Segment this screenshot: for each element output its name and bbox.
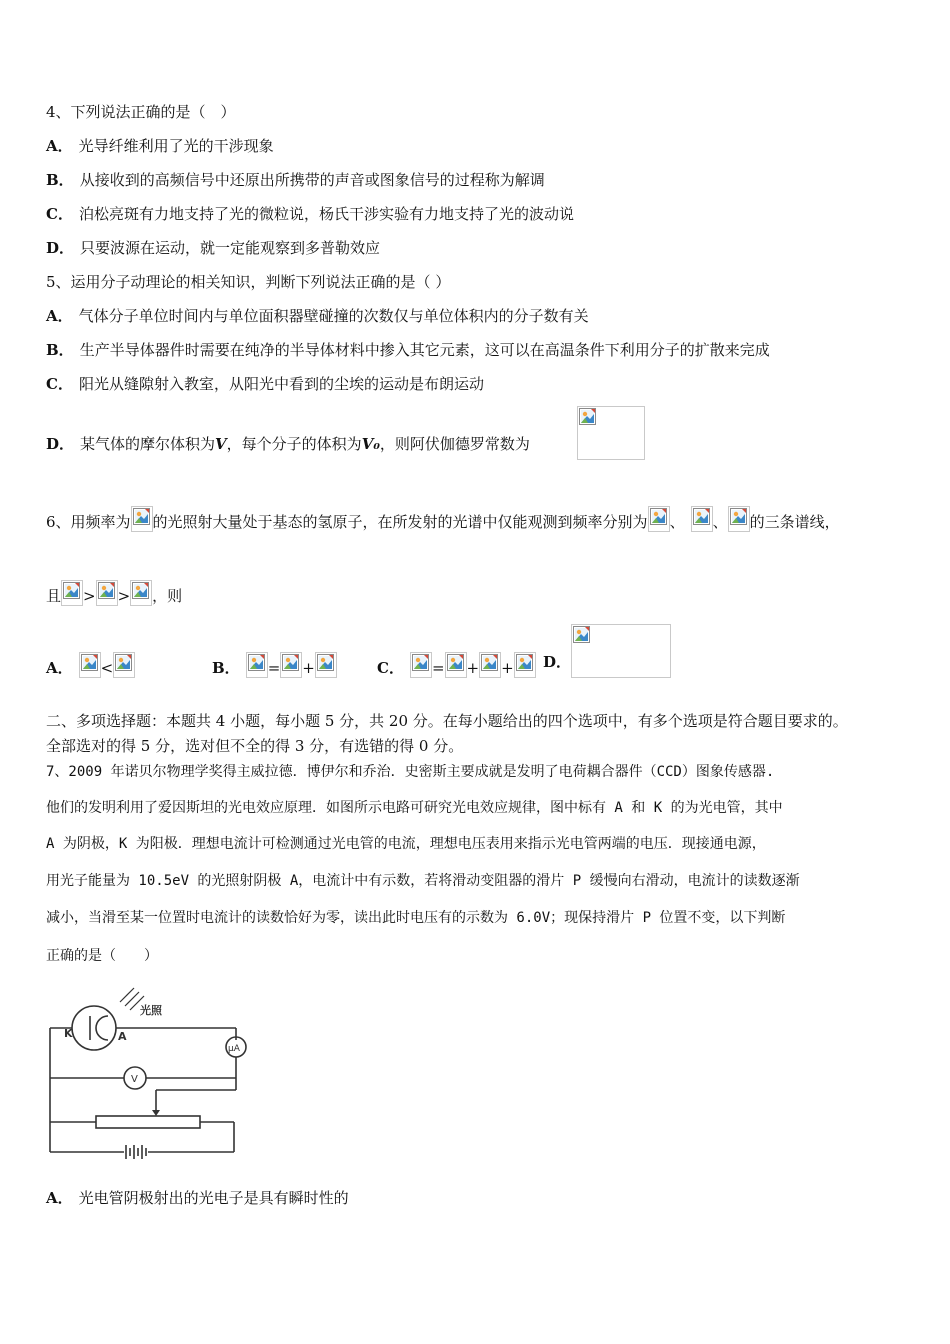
option-label: B． xyxy=(212,659,240,677)
option-text: 只要波源在运动，就一定能观察到多普勒效应 xyxy=(80,239,381,257)
option-label: A． xyxy=(46,307,73,325)
label-k: K xyxy=(64,1027,73,1040)
q6-stem-text: 的三条谱线， xyxy=(749,513,840,531)
broken-image-icon xyxy=(132,582,149,599)
q6-stem-text: 6、用频率为 xyxy=(46,513,131,531)
option-text: 某气体的摩尔体积为 xyxy=(80,435,216,453)
q4-option-a xyxy=(46,136,274,156)
q6-stem-text: 的光照射大量处于基态的氢原子，在所发射的光谱中仅能观测到频率分别为 xyxy=(152,513,648,531)
q5-option-c xyxy=(46,374,484,394)
q6-condition-text: 且 xyxy=(46,587,62,605)
formula-image-placeholder xyxy=(113,652,135,678)
option-label: B． xyxy=(46,171,74,189)
q5-option-d xyxy=(46,434,530,454)
broken-image-icon xyxy=(248,654,265,671)
phototube xyxy=(72,1006,116,1050)
q7-line5: 减小，当滑至某一位置时电流计的读数恰好为零，读出此时电压有的示数为 6.0V；现保持滑片 P 位置不变，以下判断 xyxy=(46,910,786,926)
slider-arrow xyxy=(152,1110,160,1116)
q6-option-c xyxy=(377,652,536,678)
q7-option-a xyxy=(46,1188,349,1208)
photoelectric-circuit-diagram xyxy=(44,980,254,1165)
broken-image-icon xyxy=(412,654,429,671)
greater-than: > xyxy=(117,587,131,605)
broken-image-icon xyxy=(98,582,115,599)
broken-image-icon xyxy=(317,654,334,671)
label-a: A xyxy=(118,1030,127,1043)
q7-line4: 用光子能量为 10.5eV 的光照射阴极 A，电流计中有示数，若将滑动变阻器的滑片 P 缓慢向右滑动，电流计的读数逐渐 xyxy=(46,873,800,889)
operator: + xyxy=(466,659,480,677)
broken-image-icon xyxy=(63,582,80,599)
separator: 、 xyxy=(669,513,685,531)
option-label: D． xyxy=(46,435,75,453)
broken-image-icon xyxy=(650,508,667,525)
broken-image-icon xyxy=(730,508,747,525)
formula-image-placeholder xyxy=(246,652,268,678)
q5-option-b xyxy=(46,340,770,360)
q7-line3: A 为阴极，K 为阳极．理想电流计可检测通过光电管的电流，理想电压表用来指示光电管两端的电压．现接通电源， xyxy=(46,836,766,852)
q4-option-b xyxy=(46,170,545,190)
operator: < xyxy=(100,659,114,677)
operator: + xyxy=(302,659,315,677)
q4-option-c xyxy=(46,204,574,224)
formula-image-placeholder xyxy=(728,506,750,532)
rheostat xyxy=(96,1116,200,1128)
option-text: 从接收到的高频信号中还原出所携带的声音或图象信号的过程称为解调 xyxy=(79,171,545,189)
q7-line6: 正确的是（ ） xyxy=(46,948,158,964)
option-text: 光电管阴极射出的光电子是具有瞬时性的 xyxy=(78,1189,349,1207)
q6-option-b xyxy=(212,652,337,678)
option-text: ，则阿伏伽德罗常数为 xyxy=(379,435,530,453)
q4-option-d xyxy=(46,238,380,258)
broken-image-icon xyxy=(516,654,533,671)
broken-image-icon xyxy=(579,408,596,425)
var-v: V xyxy=(215,435,227,453)
operator: = xyxy=(267,659,281,677)
option-label: D． xyxy=(46,239,75,257)
q6-stem xyxy=(46,506,840,532)
formula-image-placeholder xyxy=(79,652,101,678)
formula-image-placeholder xyxy=(691,506,713,532)
option-label: A． xyxy=(46,1189,73,1207)
q5-option-a xyxy=(46,306,589,326)
operator: = xyxy=(431,659,445,677)
formula-image-placeholder xyxy=(514,652,536,678)
broken-image-icon xyxy=(481,654,498,671)
option-label: C． xyxy=(46,375,73,393)
separator: 、 xyxy=(712,513,728,531)
option-text: 泊松亮斑有力地支持了光的微粒说，杨氏干涉实验有力地支持了光的波动说 xyxy=(78,205,574,223)
q6-option-a xyxy=(46,652,135,678)
q5-stem: 5、运用分子动理论的相关知识，判断下列说法正确的是（ ） xyxy=(46,273,451,291)
option-label: B． xyxy=(46,341,74,359)
section2-instructions-line2: 全部选对的得 5 分，选对但不全的得 3 分，有选错的得 0 分。 xyxy=(46,737,464,755)
q7-line2: 他们的发明利用了爱因斯坦的光电效应原理．如图所示电路可研究光电效应规律，图中标有 A 和 K 的为光电管，其中 xyxy=(46,800,783,816)
var-v0: V₀ xyxy=(361,435,380,453)
option-label: A． xyxy=(46,659,73,677)
option-text: 生产半导体器件时需要在纯净的半导体材料中掺入其它元素，这可以在高温条件下利用分子的扩散来完成 xyxy=(79,341,770,359)
option-label: C． xyxy=(377,659,404,677)
broken-image-icon xyxy=(133,508,150,525)
q4-stem: 4、下列说法正确的是（ ） xyxy=(46,103,236,121)
greater-than: > xyxy=(83,587,96,605)
formula-image-placeholder xyxy=(571,624,671,678)
option-text: 气体分子单位时间内与单位面积器壁碰撞的次数仅与单位体积内的分子数有关 xyxy=(78,307,589,325)
option-text: 阳光从缝隙射入教室，从阳光中看到的尘埃的运动是布朗运动 xyxy=(78,375,484,393)
formula-image-placeholder xyxy=(648,506,670,532)
option-label: D． xyxy=(543,653,572,671)
q6-condition xyxy=(46,580,182,606)
phototube-anode xyxy=(96,1016,108,1040)
formula-image-placeholder xyxy=(280,652,302,678)
option-label: A． xyxy=(46,137,73,155)
broken-image-icon xyxy=(81,654,98,671)
battery-icon xyxy=(126,1145,146,1159)
broken-image-icon xyxy=(282,654,299,671)
formula-image-placeholder xyxy=(479,652,501,678)
formula-image-placeholder xyxy=(61,580,83,606)
option-text: 光导纤维利用了光的干涉现象 xyxy=(78,137,274,155)
option-label: C． xyxy=(46,205,73,223)
ammeter-label: μA xyxy=(228,1044,240,1054)
formula-image-placeholder xyxy=(96,580,118,606)
q6-condition-text: ，则 xyxy=(152,587,183,605)
section2-instructions-line1: 二、多项选择题：本题共 4 小题，每小题 5 分，共 20 分。在每小题给出的四个选项中，有多个选项是符合题目要求的。 xyxy=(46,712,848,730)
formula-image-placeholder xyxy=(131,506,153,532)
formula-image-placeholder xyxy=(130,580,152,606)
broken-image-icon xyxy=(115,654,132,671)
operator: + xyxy=(501,659,514,677)
broken-image-icon xyxy=(693,508,710,525)
option-text: ，每个分子的体积为 xyxy=(226,435,362,453)
formula-image-placeholder xyxy=(315,652,337,678)
light-label: 光照 xyxy=(140,1004,162,1017)
formula-image-placeholder xyxy=(445,652,467,678)
broken-image-icon xyxy=(573,626,590,643)
voltmeter-label: V xyxy=(131,1074,138,1085)
formula-image-placeholder xyxy=(410,652,432,678)
q7-line1: 7、2009 年诺贝尔物理学奖得主威拉德．博伊尔和乔治．史密斯主要成就是发明了电荷耦合器件（CCD）图象传感器. xyxy=(46,764,775,780)
broken-image-icon xyxy=(447,654,464,671)
formula-image-placeholder xyxy=(577,406,645,460)
